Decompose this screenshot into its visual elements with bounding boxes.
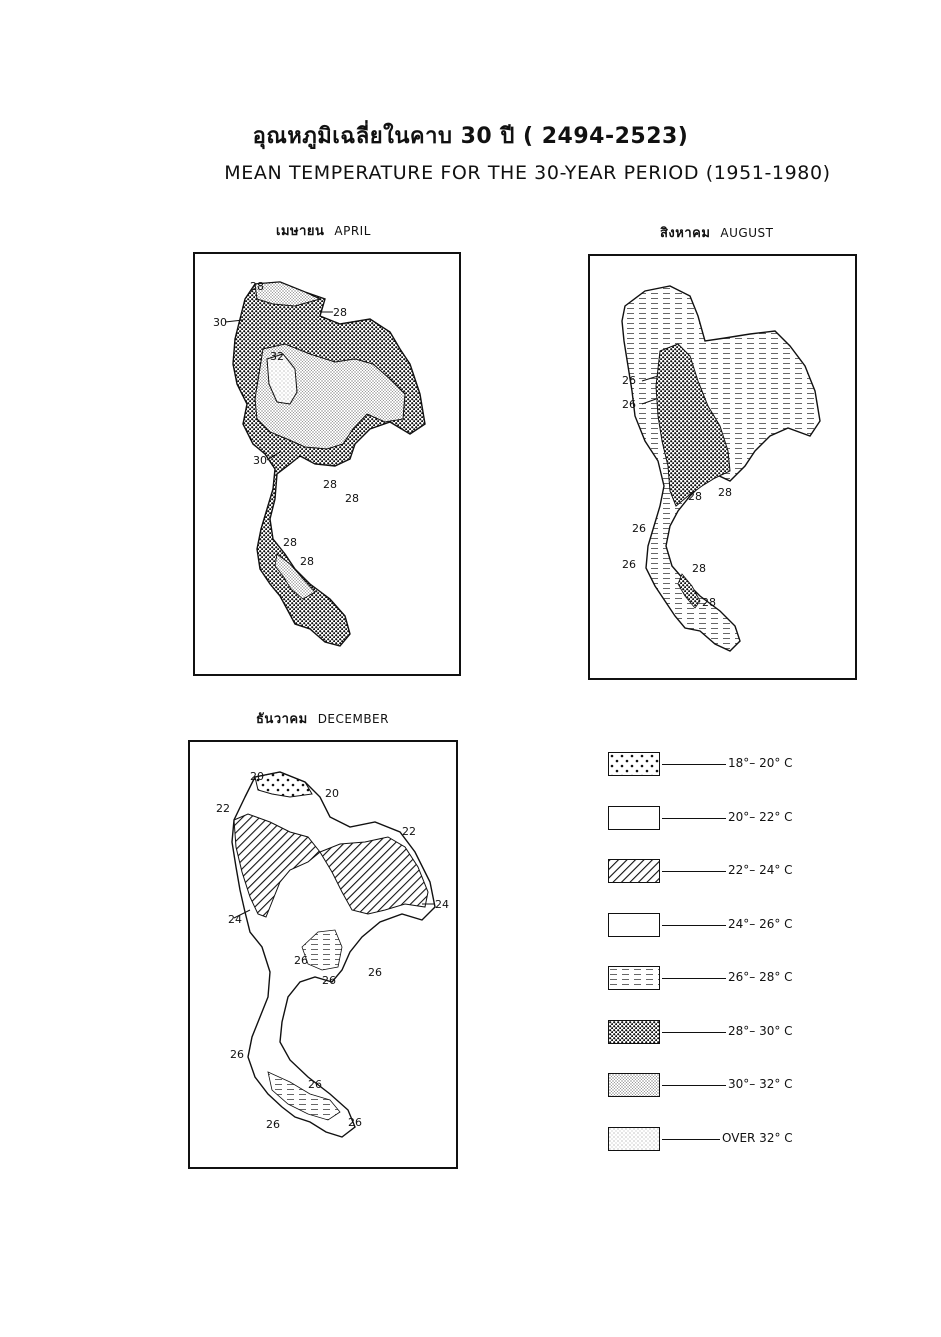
december-isotherm-label: 26 xyxy=(294,954,308,967)
december-isotherm-label: 26 xyxy=(322,974,336,987)
august-isotherm-label: 26 xyxy=(632,522,646,535)
august-isotherm-label: 26 xyxy=(622,398,636,411)
april-map xyxy=(193,252,461,676)
legend-item xyxy=(608,966,838,1020)
april-isotherm-label: 28 xyxy=(283,536,297,549)
december-isotherm-label: 20 xyxy=(250,770,264,783)
august-map xyxy=(588,254,857,680)
april-isotherm-label: 28 xyxy=(333,306,347,319)
legend-swatch-sparse-dots xyxy=(608,752,660,776)
april-isotherm-label: 30 xyxy=(213,316,227,329)
december-isotherm-label: 24 xyxy=(228,913,242,926)
legend-label: 26°– 28° C xyxy=(728,970,793,984)
april-month-english: APRIL xyxy=(334,224,371,238)
legend-swatch-diagonal-hatch xyxy=(608,859,660,883)
december-isotherm-label: 26 xyxy=(348,1116,362,1129)
legend-swatch-blank xyxy=(608,806,660,830)
august-month-english: AUGUST xyxy=(720,226,774,240)
august-isotherm-label: 26 xyxy=(622,374,636,387)
legend-item xyxy=(608,806,838,860)
december-map xyxy=(188,740,458,1169)
december-isotherm-label: 24 xyxy=(435,898,449,911)
legend-label: 22°– 24° C xyxy=(728,863,793,877)
august-caption xyxy=(660,222,773,243)
legend-item xyxy=(608,752,838,806)
april-caption xyxy=(276,220,371,241)
title-thai: อุณหภูมิเฉลี่ยในคาบ 30 ปี ( 2494-2523) xyxy=(252,124,689,149)
december-caption xyxy=(256,708,389,729)
legend-label: 30°– 32° C xyxy=(728,1077,793,1091)
legend-item xyxy=(608,1020,838,1074)
april-isotherm-label: 28 xyxy=(250,280,264,293)
december-isotherm-label: 22 xyxy=(216,802,230,815)
august-isotherm-label: 28 xyxy=(718,486,732,499)
legend-label: 20°– 22° C xyxy=(728,809,793,824)
august-isotherm-label: 28 xyxy=(692,562,706,575)
august-isotherm-label: 26 xyxy=(622,558,636,571)
legend-label: OVER 32° C xyxy=(722,1130,793,1145)
april-isotherm-label: 32 xyxy=(270,350,284,363)
legend-swatch-horizontal-dashes xyxy=(608,966,660,990)
august-isotherm-label: 28 xyxy=(702,596,716,609)
legend-item xyxy=(608,1073,838,1127)
december-isotherm-label: 26 xyxy=(368,966,382,979)
december-isotherm-label: 26 xyxy=(230,1048,244,1061)
legend xyxy=(608,752,838,1180)
legend-label: 24°– 26° C xyxy=(728,916,793,931)
december-isotherm-label: 26 xyxy=(308,1078,322,1091)
december-month-english: DECEMBER xyxy=(317,712,389,726)
title-english: MEAN TEMPERATURE FOR THE 30-YEAR PERIOD (1951-1980) xyxy=(224,162,831,184)
december-isotherm-label: 22 xyxy=(402,825,416,838)
legend-label: 28°– 30° C xyxy=(728,1023,793,1038)
legend-item xyxy=(608,1127,838,1181)
april-isotherm-label: 30 xyxy=(253,454,267,467)
legend-swatch-dense-dots xyxy=(608,1020,660,1044)
legend-item xyxy=(608,913,838,967)
december-month-thai: ธันวาคม xyxy=(256,712,308,727)
april-isotherm-label: 28 xyxy=(323,478,337,491)
legend-swatch-blank xyxy=(608,913,660,937)
legend-label: 18°– 20° C xyxy=(728,756,793,770)
december-isotherm-label: 20 xyxy=(325,787,339,800)
april-month-thai: เมษายน xyxy=(276,224,325,239)
april-isotherm-label: 28 xyxy=(300,555,314,568)
april-isotherm-label: 28 xyxy=(345,492,359,505)
legend-swatch-light-stipple xyxy=(608,1127,660,1151)
legend-swatch-fine-stipple xyxy=(608,1073,660,1097)
august-isotherm-label: 28 xyxy=(688,490,702,503)
december-isotherm-label: 26 xyxy=(266,1118,280,1131)
august-month-thai: สิงหาคม xyxy=(660,226,711,241)
legend-item xyxy=(608,859,838,913)
